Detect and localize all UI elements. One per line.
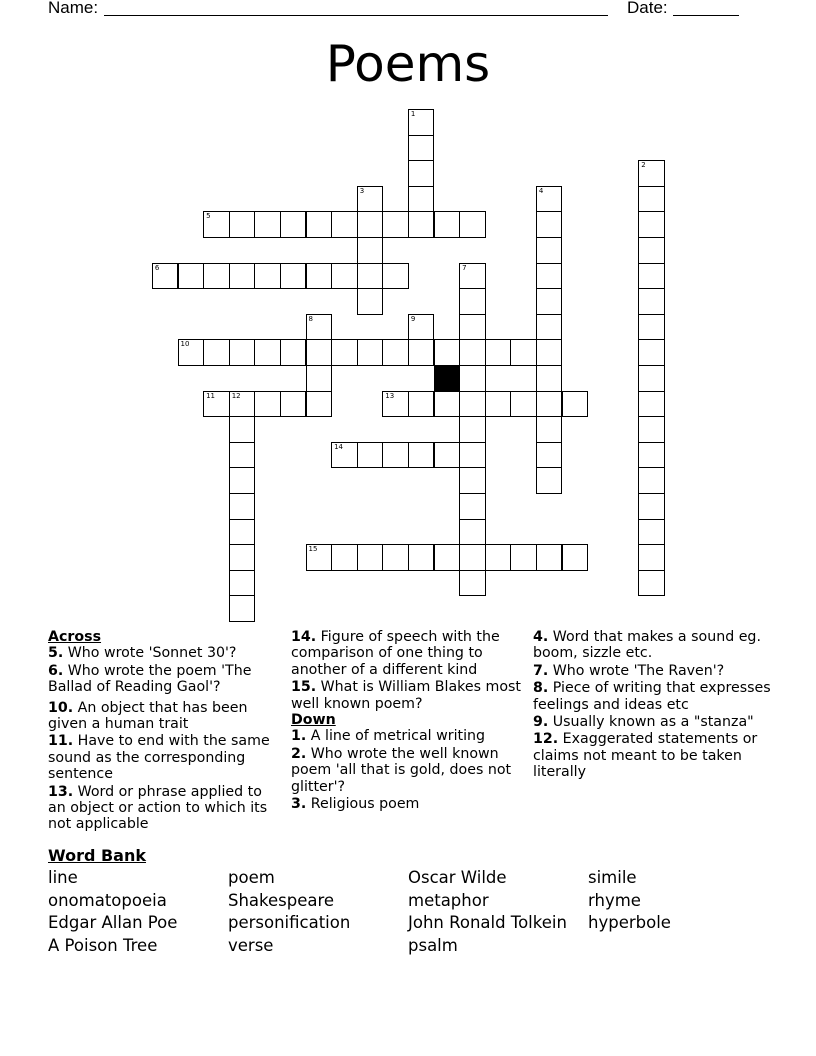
crossword-cell[interactable]	[229, 339, 256, 366]
crossword-cell[interactable]	[562, 544, 589, 571]
crossword-cell[interactable]	[536, 288, 563, 315]
word-bank-item: Oscar Wilde	[408, 868, 507, 887]
crossword-cell[interactable]	[638, 211, 665, 238]
crossword-cell[interactable]	[485, 339, 512, 366]
crossword-cell[interactable]	[408, 339, 435, 366]
crossword-cell[interactable]	[229, 595, 256, 622]
crossword-cell[interactable]	[408, 442, 435, 469]
word-bank-item: metaphor	[408, 890, 489, 910]
crossword-cell[interactable]	[229, 211, 256, 238]
crossword-cell[interactable]	[306, 314, 333, 341]
page-title: Poems	[325, 35, 491, 93]
word-bank	[48, 867, 768, 957]
crossword-cell[interactable]	[434, 442, 461, 469]
clue-down-7: 7. Who wrote 'The Raven'?	[533, 662, 725, 679]
cell-number: 11	[206, 391, 216, 400]
down-heading: Down	[291, 712, 336, 729]
crossword-cell[interactable]	[331, 211, 358, 238]
crossword-cell[interactable]	[152, 263, 179, 290]
cell-number: 13	[385, 391, 395, 400]
crossword-cell[interactable]	[254, 339, 281, 366]
crossword-cell[interactable]	[306, 263, 333, 290]
cell-number: 3	[359, 186, 365, 195]
crossword-cell[interactable]	[638, 467, 665, 494]
crossword-cell[interactable]	[536, 186, 563, 213]
crossword-cell[interactable]	[254, 211, 281, 238]
crossword-cell[interactable]	[536, 416, 563, 443]
crossword-cell[interactable]	[203, 263, 230, 290]
crossword-cell[interactable]	[280, 211, 307, 238]
cell-number: 15	[308, 545, 318, 554]
crossword-cell[interactable]	[485, 544, 512, 571]
crossword-cell[interactable]	[178, 339, 205, 366]
cell-number: 12	[231, 391, 241, 400]
clue-down-12: 12. Exaggerated statements or claims not meant to be taken literally	[533, 731, 758, 781]
crossword-cell[interactable]	[382, 391, 409, 418]
crossword-cell[interactable]	[536, 263, 563, 290]
crossword-cell[interactable]	[408, 391, 435, 418]
word-bank-item: John Ronald Tolkein	[408, 913, 567, 933]
crossword-cell[interactable]	[280, 263, 307, 290]
crossword-cell[interactable]	[229, 263, 256, 290]
clue-down-4: 4. Word that makes a sound eg. boom, sizzle etc.	[533, 629, 761, 662]
crossword-cell[interactable]	[178, 263, 205, 290]
cell-number: 7	[462, 263, 467, 272]
cell-number: 6	[154, 263, 160, 272]
word-bank-item: Shakespeare	[228, 890, 335, 910]
word-bank-item: onomatopoeia	[48, 890, 167, 910]
crossword-cell[interactable]	[536, 211, 563, 238]
cell-number: 4	[538, 186, 544, 195]
crossword-cell[interactable]	[229, 442, 256, 469]
crossword-cell[interactable]	[280, 339, 307, 366]
crossword-cell[interactable]	[638, 263, 665, 290]
crossword-cell[interactable]	[382, 263, 409, 290]
word-bank-item: A Poison Tree	[48, 935, 158, 955]
clue-across-5: 5. Who wrote 'Sonnet 30'?	[48, 645, 237, 662]
word-bank-item: psalm	[408, 935, 458, 955]
crossword-cell[interactable]	[434, 339, 461, 366]
crossword-cell[interactable]	[254, 391, 281, 418]
crossword-cell[interactable]	[536, 314, 563, 341]
crossword-cell[interactable]	[229, 570, 256, 597]
crossword-cell[interactable]	[536, 237, 563, 264]
word-bank-item: rhyme	[588, 890, 641, 910]
crossword-cell[interactable]	[536, 339, 563, 366]
word-bank-item: line	[48, 868, 78, 887]
crossword-cell[interactable]	[229, 467, 256, 494]
crossword-cell[interactable]	[408, 109, 435, 136]
date-label: Date:	[627, 0, 668, 17]
crossword-cell[interactable]	[510, 391, 537, 418]
cell-number: 14	[334, 442, 344, 451]
crossword-cell[interactable]	[203, 339, 230, 366]
crossword-cell[interactable]	[459, 493, 486, 520]
crossword-cell[interactable]	[331, 442, 358, 469]
cell-number: 5	[206, 212, 211, 221]
crossword-cell[interactable]	[306, 544, 333, 571]
crossword-cell[interactable]	[229, 391, 256, 418]
clue-down-2: 2. Who wrote the well known poem 'all that is gold, does not glitter'?	[291, 745, 512, 795]
crossword-cell[interactable]	[408, 186, 435, 213]
crossword-cell[interactable]	[306, 365, 333, 392]
cell-number: 8	[308, 314, 313, 323]
crossword-cell[interactable]	[357, 237, 384, 264]
crossword-cell[interactable]	[536, 365, 563, 392]
crossword-cell[interactable]	[382, 339, 409, 366]
crossword-cell[interactable]	[638, 339, 665, 366]
crossword-cell[interactable]	[357, 442, 384, 469]
crossword-cell[interactable]	[434, 544, 461, 571]
crossword-cell[interactable]	[357, 544, 384, 571]
crossword-cell[interactable]	[638, 314, 665, 341]
crossword-cell[interactable]	[331, 339, 358, 366]
crossword-cell[interactable]	[459, 339, 486, 366]
crossword-cell[interactable]	[306, 339, 333, 366]
crossword-cell[interactable]	[536, 391, 563, 418]
cell-number: 1	[410, 110, 416, 118]
crossword-cell[interactable]	[434, 391, 461, 418]
word-bank-item: verse	[228, 935, 274, 955]
cell-number: 10	[180, 340, 190, 349]
crossword-cell[interactable]	[408, 211, 435, 238]
crossword-cell[interactable]	[434, 211, 461, 238]
clue-across-14: 14. Figure of speech with the comparison of one thing to another of a different kind	[291, 629, 500, 678]
crossword-cell[interactable]	[357, 339, 384, 366]
clues-column-3	[533, 629, 773, 781]
crossword-cell[interactable]	[382, 442, 409, 469]
crossword-cell[interactable]	[459, 570, 486, 597]
crossword-cell[interactable]	[408, 314, 435, 341]
crossword-cell[interactable]	[357, 186, 384, 213]
word-bank-item: Edgar Allan Poe	[48, 913, 178, 933]
clue-across-6: 6. Who wrote the poem 'The Ballad of Reading Gaol'?	[48, 662, 252, 696]
crossword-cell[interactable]	[638, 519, 665, 546]
crossword-cell[interactable]	[229, 519, 256, 546]
name-label: Name:	[48, 0, 99, 17]
clue-across-15: 15. What is William Blakes most well known poem?	[291, 679, 521, 712]
crossword-cell[interactable]	[408, 160, 435, 187]
crossword-cell[interactable]	[638, 391, 665, 418]
crossword-cell[interactable]	[638, 570, 665, 597]
crossword-cell[interactable]	[306, 391, 333, 418]
crossword-cell[interactable]	[485, 391, 512, 418]
clue-down-1: 1. A line of metrical writing	[291, 728, 486, 745]
crossword-cell[interactable]	[408, 544, 435, 571]
crossword-cell[interactable]	[459, 263, 486, 290]
crossword-cell[interactable]	[638, 237, 665, 264]
crossword-block	[434, 365, 461, 392]
crossword-cell[interactable]	[408, 135, 435, 162]
clues-column-2	[291, 629, 525, 812]
cell-number: 2	[641, 161, 646, 170]
crossword-cell[interactable]	[536, 544, 563, 571]
crossword-cell[interactable]	[331, 544, 358, 571]
clue-across-13: 13. Word or phrase applied to an object or action to which its not applicable	[48, 783, 268, 833]
crossword-cell[interactable]	[254, 263, 281, 290]
crossword-cell[interactable]	[459, 365, 486, 392]
crossword-cell[interactable]	[229, 493, 256, 520]
crossword-cell[interactable]	[306, 211, 333, 238]
word-bank-item: simile	[588, 868, 637, 887]
crossword-cell[interactable]	[229, 544, 256, 571]
clue-across-10: 10. An object that has been given a human trait	[48, 699, 248, 733]
crossword-cell[interactable]	[638, 544, 665, 571]
crossword-cell[interactable]	[459, 391, 486, 418]
crossword-cell[interactable]	[203, 391, 230, 418]
cell-number: 9	[410, 314, 416, 323]
crossword-cell[interactable]	[638, 288, 665, 315]
crossword-cell[interactable]	[331, 263, 358, 290]
crossword-cell[interactable]	[459, 314, 486, 341]
clue-down-8: 8. Piece of writing that expresses feelings and ideas etc	[533, 680, 771, 713]
crossword-cell[interactable]	[536, 467, 563, 494]
crossword-cell[interactable]	[459, 467, 486, 494]
crossword-cell[interactable]	[638, 186, 665, 213]
crossword-cell[interactable]	[638, 365, 665, 392]
crossword-cell[interactable]	[638, 442, 665, 469]
crossword-cell[interactable]	[459, 288, 486, 315]
crossword-cell[interactable]	[638, 493, 665, 520]
clues-column-1	[48, 629, 284, 833]
crossword-cell[interactable]	[459, 442, 486, 469]
crossword-cell[interactable]	[357, 263, 384, 290]
clue-down-9: 9. Usually known as a "stanza"	[533, 714, 754, 731]
crossword-cell[interactable]	[638, 416, 665, 443]
clue-across-11: 11. Have to end with the same sound as the corresponding sentence	[48, 733, 270, 783]
crossword-cell[interactable]	[510, 544, 537, 571]
crossword-cell[interactable]	[536, 442, 563, 469]
word-bank-item: hyperbole	[588, 913, 671, 933]
word-bank-item: personification	[228, 913, 351, 933]
crossword-cell[interactable]	[203, 211, 230, 238]
crossword-cell[interactable]	[357, 288, 384, 315]
clue-down-3: 3. Religious poem	[291, 796, 420, 813]
crossword-cell[interactable]	[459, 544, 486, 571]
crossword-cell[interactable]	[459, 416, 486, 443]
crossword-cell[interactable]	[562, 391, 589, 418]
crossword-cell[interactable]	[459, 211, 486, 238]
word-bank-item: poem	[228, 868, 275, 887]
crossword-cell[interactable]	[459, 519, 486, 546]
crossword-cell[interactable]	[229, 416, 256, 443]
crossword-cell[interactable]	[382, 544, 409, 571]
crossword-cell[interactable]	[382, 211, 409, 238]
crossword-cell[interactable]	[638, 160, 665, 187]
crossword-cell[interactable]	[510, 339, 537, 366]
crossword-cell[interactable]	[357, 211, 384, 238]
across-heading: Across	[48, 629, 102, 645]
crossword-cell[interactable]	[280, 391, 307, 418]
word-bank-title: Word Bank	[48, 846, 147, 865]
